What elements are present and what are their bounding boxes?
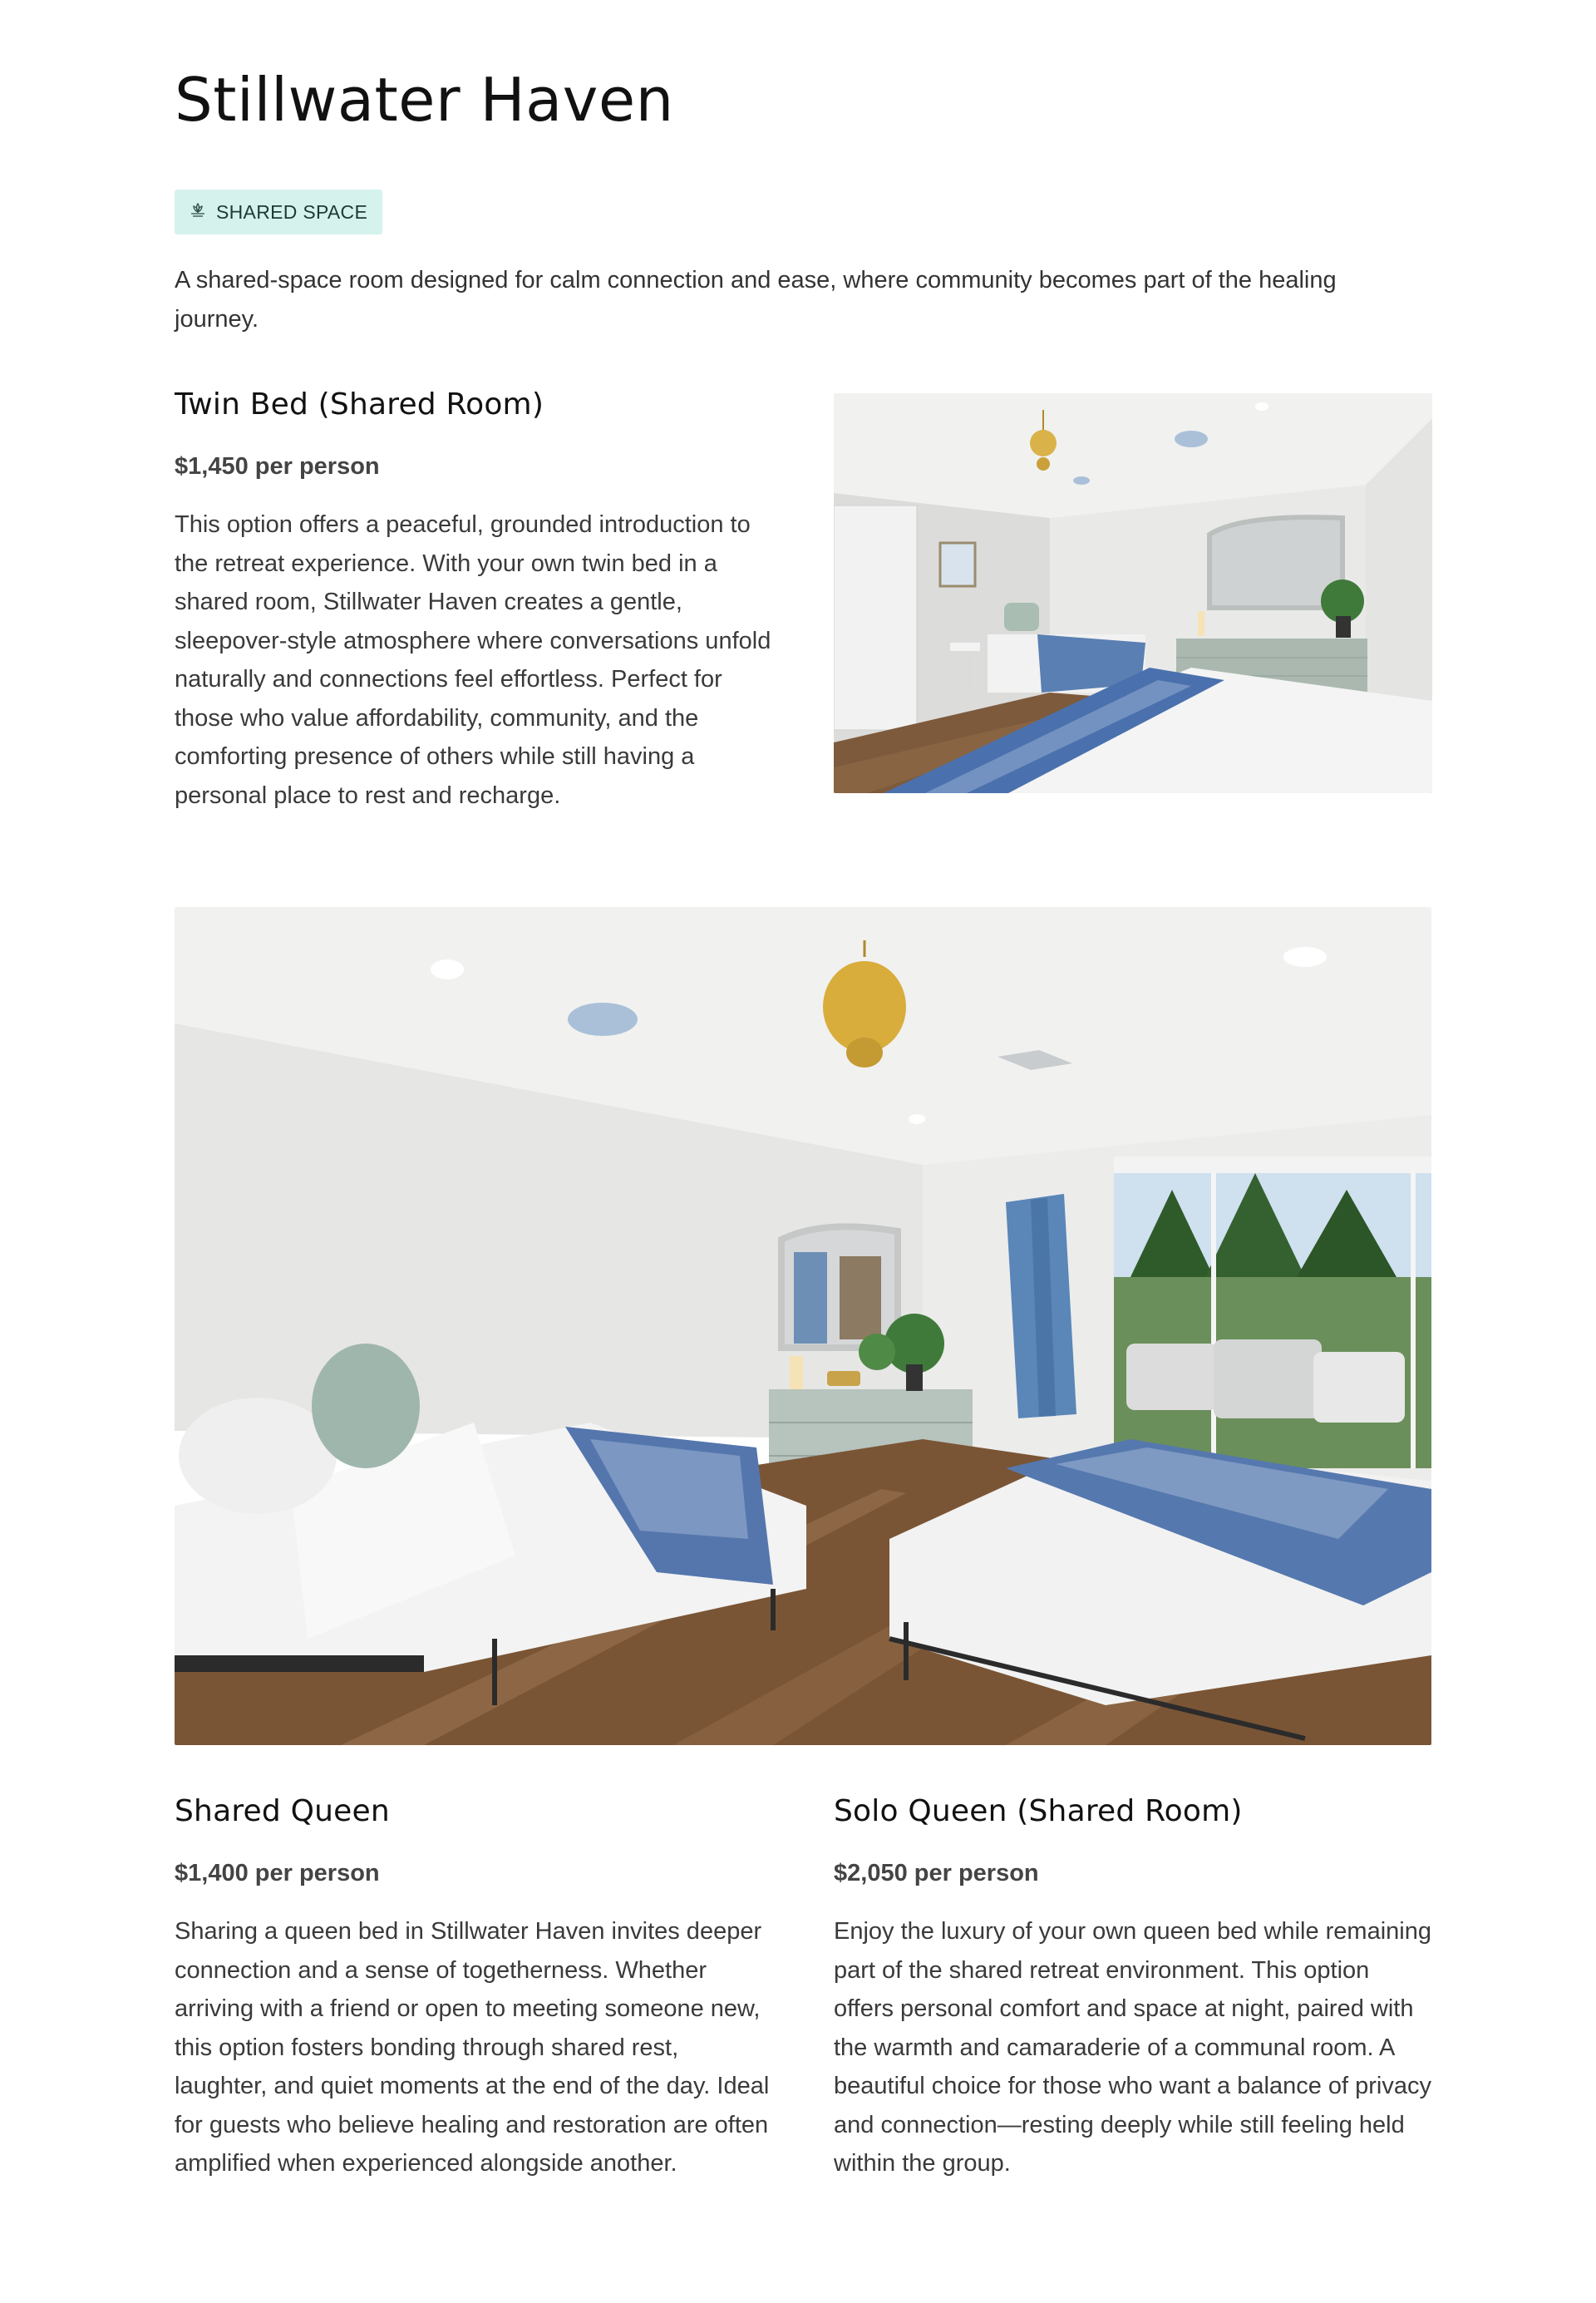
shared-space-badge (175, 190, 382, 234)
option-title: Twin Bed (Shared Room) (175, 387, 544, 422)
badge-label: SHARED SPACE (216, 200, 368, 223)
option-description: This option offers a peaceful, grounded introduction to the retreat experience. With your own twin bed in a shared room, Stillwater Haven creates a gentle, sleepover-style atmosphere where conversations unfold naturally and connections feel effortless. Perfect for those who value affordability, community, and the comforting presence of others while still having a personal place to rest and recharge. (175, 511, 771, 809)
option-price: $1,400 per person (175, 1860, 380, 1886)
option-price: $1,450 per person (175, 453, 380, 480)
option-twin-bed (175, 387, 773, 815)
option-price: $2,050 per person (834, 1860, 1039, 1886)
option-title: Solo Queen (Shared Room) (834, 1794, 1243, 1828)
option-description: Enjoy the luxury of your own queen bed while remaining part of the shared retreat environment. This option offers personal comfort and space at night, paired with the warmth and camaraderie of a communal room. A beautiful choice for those who want a balance of privacy and connection—resting deeply while still feeling held within the group. (834, 1918, 1431, 2177)
shared-room-photo (175, 907, 1431, 1745)
intro-text: A shared-space room designed for calm connection and ease, where community becomes part of the healing journey. (175, 267, 1337, 333)
option-solo-queen (834, 1794, 1432, 2183)
twin-bed-room-photo (834, 393, 1432, 793)
option-description: Sharing a queen bed in Stillwater Haven invites deeper connection and a sense of togetherness. Whether arriving with a friend or open to meeting someone new, this option fosters bonding through shared rest, laughter, and quiet moments at the end of the day. Ideal for guests who believe healing and restoration are often amplified when experienced alongside another. (175, 1918, 770, 2177)
option-title: Shared Queen (175, 1794, 390, 1828)
option-shared-queen (175, 1794, 773, 2183)
lotus-icon (188, 200, 208, 224)
page-title: Stillwater Haven (175, 65, 674, 135)
